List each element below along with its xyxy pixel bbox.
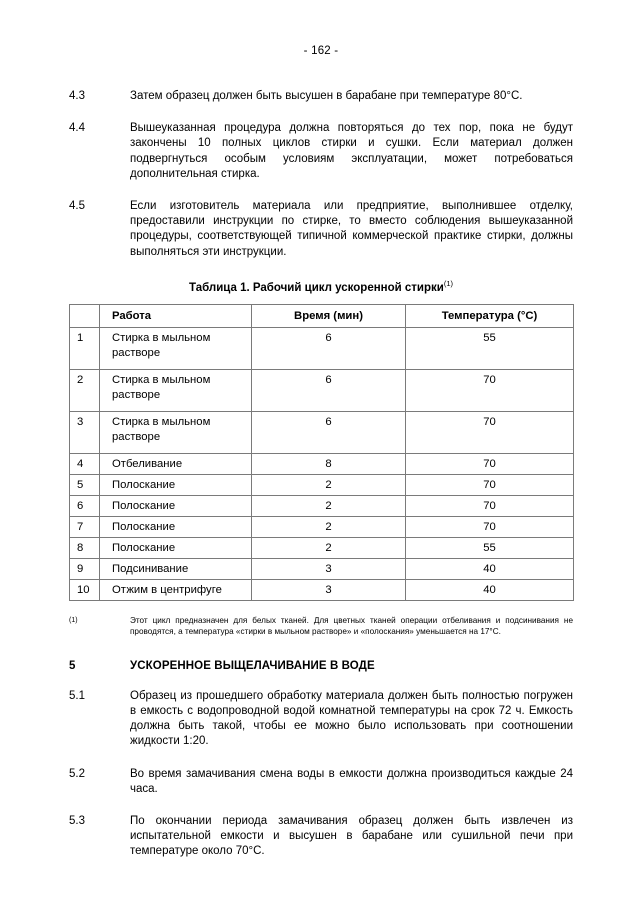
cell-time: 3	[252, 558, 406, 579]
cell-number: 3	[70, 411, 100, 453]
table-row	[70, 453, 574, 474]
table-footnote	[69, 615, 573, 638]
table-row	[70, 579, 574, 600]
table-row	[70, 327, 574, 369]
paragraph-text: Образец из прошедшего обработку материала должен быть полностью погружен в емкость с водопроводной водой комнатной температуры на срок 72 ч. Емкость должна быть такой, чтобы ее можно было использовать при соотношении жидкости 1:20.	[130, 689, 573, 748]
table-caption-text: Таблица 1. Рабочий цикл ускоренной стирки	[188, 281, 444, 294]
cell-work: Стирка в мыльном растворе	[100, 327, 252, 369]
cell-work: Полоскание	[100, 495, 252, 516]
cell-number: 9	[70, 558, 100, 579]
table-header-row	[70, 304, 574, 327]
page-content	[69, 0, 573, 860]
paragraph-4-4	[69, 121, 573, 182]
table-caption-footnote-marker: (1)	[443, 279, 454, 288]
cell-time: 3	[252, 579, 406, 600]
cell-temperature: 70	[406, 453, 574, 474]
table-row	[70, 474, 574, 495]
cell-time: 6	[252, 327, 406, 369]
cell-work: Стирка в мыльном растворе	[100, 411, 252, 453]
paragraph-text: По окончании периода замачивания образец должен быть извлечен из испытательной емкости и высушен в барабане или сушильной печи при температуре около 70°C.	[130, 815, 573, 858]
paragraph-number: 5.1	[69, 689, 85, 702]
column-header-temperature: Температура (°C)	[406, 304, 574, 327]
paragraph-number: 5.3	[69, 815, 85, 828]
cell-time: 2	[252, 474, 406, 495]
cell-work: Полоскание	[100, 474, 252, 495]
column-header-time: Время (мин)	[252, 304, 406, 327]
table-row	[70, 411, 574, 453]
section-title: УСКОРЕННОЕ ВЫЩЕЛАЧИВАНИЕ В ВОДЕ	[130, 659, 375, 672]
paragraph-5-3	[69, 814, 573, 860]
table-header	[70, 304, 574, 327]
paragraph-number: 4.4	[69, 122, 85, 135]
cell-temperature: 70	[406, 474, 574, 495]
column-header-work: Работа	[100, 304, 252, 327]
paragraph-5-2	[69, 767, 573, 797]
cell-temperature: 70	[406, 369, 574, 411]
cell-work: Полоскание	[100, 516, 252, 537]
cell-time: 6	[252, 369, 406, 411]
footnote-marker: (1)	[69, 616, 78, 624]
cell-number: 4	[70, 453, 100, 474]
paragraph-text: Затем образец должен быть высушен в барабане при температуре 80°C.	[130, 90, 523, 102]
footnote-text: Этот цикл предназначен для белых тканей. Для цветных тканей операции отбеливания и подсинивания не проводятся, а температура «стирки в мыльном растворе» и «полоскания» уменьшается на 17°C.	[130, 615, 573, 637]
column-header-number	[70, 304, 100, 327]
cell-work: Подсинивание	[100, 558, 252, 579]
cell-number: 8	[70, 537, 100, 558]
cell-temperature: 70	[406, 411, 574, 453]
section-number: 5	[69, 659, 76, 672]
cell-temperature: 40	[406, 579, 574, 600]
table-row	[70, 558, 574, 579]
paragraph-5-1	[69, 689, 573, 750]
cell-time: 2	[252, 495, 406, 516]
table-row	[70, 495, 574, 516]
table-body	[70, 327, 574, 600]
cell-temperature: 40	[406, 558, 574, 579]
paragraph-text: Во время замачивания смена воды в емкости должна производиться каждые 24 часа.	[130, 767, 573, 795]
page-number: - 162 -	[303, 45, 339, 57]
cell-number: 10	[70, 579, 100, 600]
cell-number: 6	[70, 495, 100, 516]
paragraph-4-3	[69, 89, 573, 104]
cell-temperature: 70	[406, 495, 574, 516]
cell-number: 2	[70, 369, 100, 411]
paragraph-text: Если изготовитель материала или предприятие, выполнившее отделку, предоставили инструкции по стирке, то вместо соблюдения вышеуказанной процедуры, соответствующей типичной коммерческой практике стирки, должны выполняться эти инструкции.	[130, 200, 573, 258]
cell-time: 2	[252, 516, 406, 537]
paragraph-number: 4.5	[69, 200, 85, 213]
paragraph-number: 5.2	[69, 767, 85, 780]
cell-time: 2	[252, 537, 406, 558]
cell-temperature: 70	[406, 516, 574, 537]
cell-temperature: 55	[406, 327, 574, 369]
paragraph-4-5	[69, 199, 573, 260]
wash-cycle-table	[69, 304, 574, 601]
cell-time: 8	[252, 453, 406, 474]
table-row	[70, 369, 574, 411]
cell-time: 6	[252, 411, 406, 453]
cell-number: 1	[70, 327, 100, 369]
table-row	[70, 516, 574, 537]
table-caption	[69, 279, 573, 294]
cell-work: Стирка в мыльном растворе	[100, 369, 252, 411]
table-row	[70, 537, 574, 558]
paragraph-number: 4.3	[69, 90, 85, 102]
cell-work: Отжим в центрифуге	[100, 579, 252, 600]
cell-temperature: 55	[406, 537, 574, 558]
section-heading-5	[69, 660, 573, 672]
cell-number: 7	[70, 516, 100, 537]
cell-number: 5	[70, 474, 100, 495]
paragraph-text: Вышеуказанная процедура должна повторяться до тех пор, пока не будут закончены 10 полных циклов стирки и сушки. Если материал должен подвергнуться особым условиям эксплуатации, может потребоваться дополнительная стирка.	[130, 122, 573, 180]
cell-work: Отбеливание	[100, 453, 252, 474]
cell-work: Полоскание	[100, 537, 252, 558]
